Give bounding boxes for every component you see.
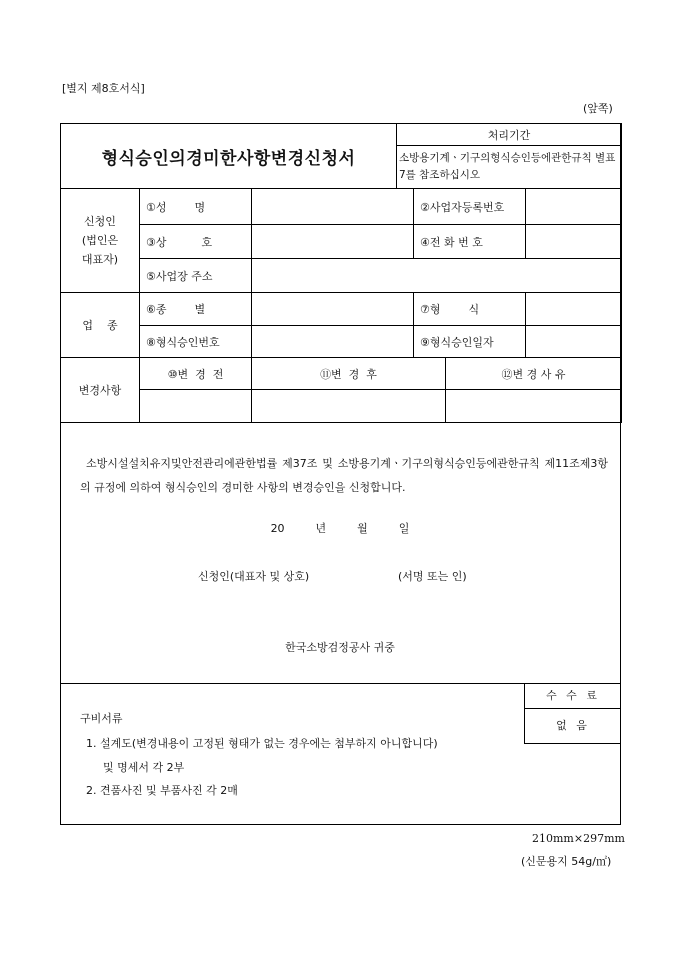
approval-no-label: ⑧형식승인번호 [140,326,252,358]
applicant-line[interactable]: 신청인(대표자 및 상호) [198,570,310,583]
signature-line[interactable]: (서명 또는 인) [398,570,467,583]
name-label: ①성 명 [140,189,252,225]
type-field[interactable] [252,293,414,326]
name-field[interactable] [252,189,414,225]
model-field[interactable] [526,293,622,326]
applicant-label: 신청인 [84,215,116,228]
model-label: ⑦형 식 [414,293,526,326]
documents-section [60,683,621,825]
documents-title: 구비서류 [80,712,123,725]
date-line[interactable]: 20 년 월 일 [270,522,410,535]
trade-name-field[interactable] [252,225,414,259]
page-side-label: (앞쪽) [583,102,613,115]
approval-date-field[interactable] [526,326,622,358]
application-statement: 소방시설설치유지및안전관리에관한법률 제37조 및 소방용기계ㆍ기구의형식승인등에관한규칙 제11조제3항의 규정에 의하여 형식승인의 경미한 사항의 변경승인을 신청합니다. [80,457,608,494]
fee-box [524,684,621,744]
fee-value: 없 음 [556,719,590,732]
documents-item-1: 1. 설계도(변경내용이 고정된 형태가 없는 경우에는 첨부하지 아니합니다) [86,737,438,750]
phone-field[interactable] [526,225,622,259]
business-group-label: 업 종 [61,293,140,358]
applicant-label-note1: (법인은 [81,234,119,247]
phone-label: ④전 화 번 호 [414,225,526,259]
form-number-label: [별지 제8호서식] [62,82,145,95]
business-reg-no-label: ②사업자등록번호 [414,189,526,225]
address-field[interactable] [252,259,622,293]
before-change-header: ⑩변 경 전 [140,358,252,390]
applicant-table [60,188,622,293]
paper-type: (신문용지 54g/㎡) [521,855,612,868]
change-group-label: 변경사항 [61,358,140,423]
change-reason-header: ⑫변 경 사 유 [446,358,622,390]
processing-period-note: 소방용기계ㆍ기구의형식승인등에관한규칙 별표 7를 참조하십시오 [397,146,622,189]
form-title: 형식승인의경미한사항변경신청서 [61,124,397,189]
documents-item-1-cont: 및 명세서 각 2부 [103,761,185,774]
after-change-field[interactable] [252,390,446,423]
approval-date-label: ⑨형식승인일자 [414,326,526,358]
business-reg-no-field[interactable] [526,189,622,225]
processing-period-header: 처리기간 [397,124,622,146]
approval-no-field[interactable] [252,326,414,358]
header-table [60,123,622,189]
before-change-field[interactable] [140,390,252,423]
paper-size: 210mm×297mm [532,832,625,845]
applicant-label-note2: 대표자) [81,253,119,266]
applicant-group-label [61,189,140,293]
after-change-header: ⑪변 경 후 [252,358,446,390]
type-label: ⑥종 별 [140,293,252,326]
fee-header: 수 수 료 [525,684,621,709]
recipient: 한국소방검정공사 귀중 [285,641,395,654]
trade-name-label: ③상 호 [140,225,252,259]
change-reason-field[interactable] [446,390,622,423]
business-table [60,292,622,358]
address-label: ⑤사업장 주소 [140,259,252,293]
documents-item-2: 2. 견품사진 및 부품사진 각 2매 [86,784,238,797]
change-table [60,357,622,423]
